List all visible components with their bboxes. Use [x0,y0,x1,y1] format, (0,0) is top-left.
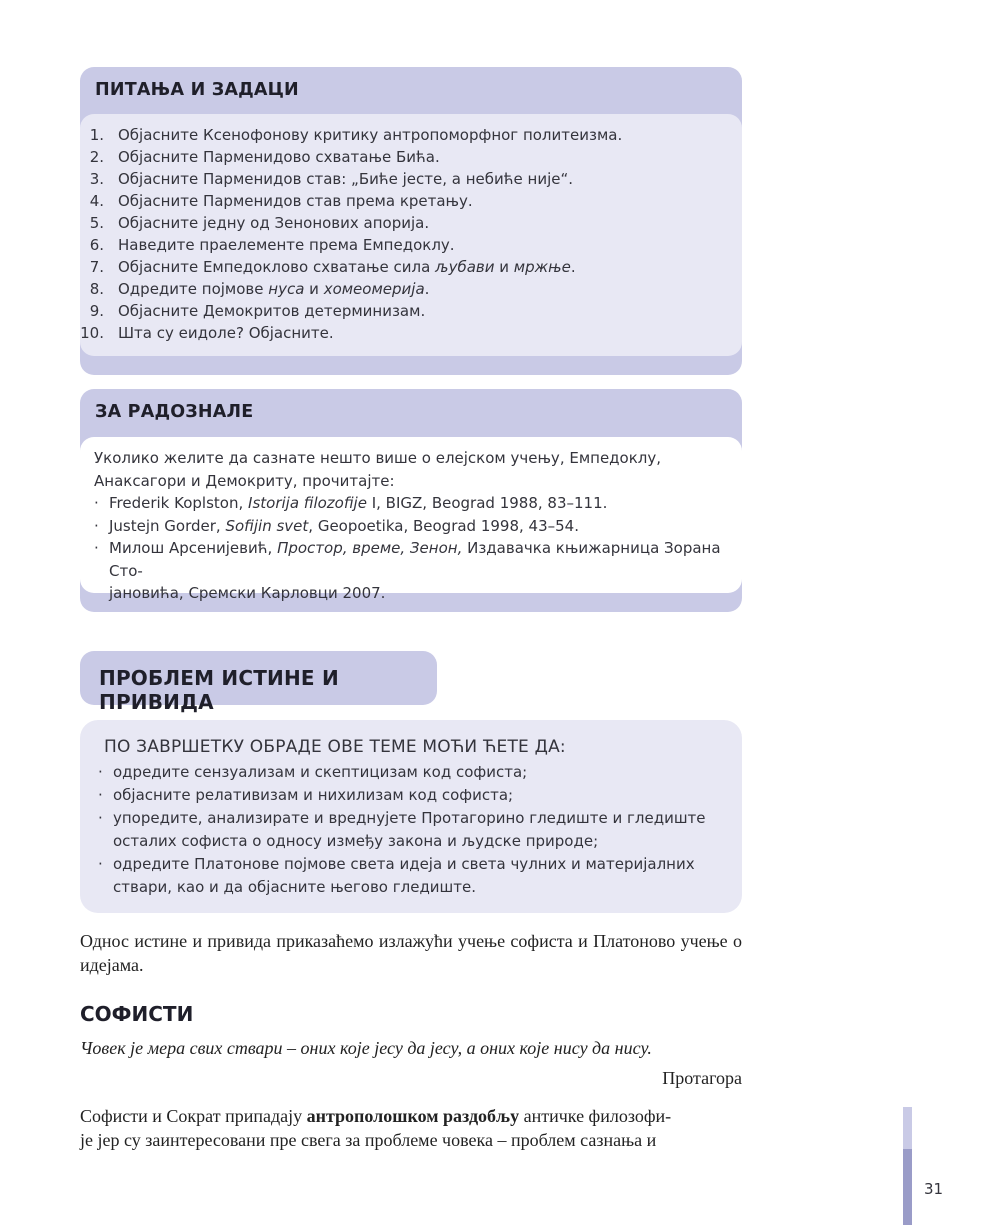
learning-outcomes-box [80,720,742,913]
section-heading: СОФИСТИ [80,1002,194,1026]
question-number: 3. [89,170,104,188]
bullet-icon: · [98,786,103,804]
question-number: 9. [89,302,104,320]
question-number: 5. [89,214,104,232]
topic-title: ПРОБЛЕМ ИСТИНЕ И ПРИВИДА [99,666,339,714]
curious-title: ЗА РАДОЗНАЛЕ [95,402,254,422]
curious-box [80,389,742,612]
bullet-icon: · [98,855,103,873]
bullet-icon: · [94,539,99,557]
reference-list [94,492,732,605]
outcome-item: · објасните релативизам и нихилизам код софиста; [98,784,706,807]
question-item: 8. Одредите појмове нуса и хомеомерија. [80,278,622,300]
outcome-item: · упоредите, анализирате и вреднујете Протагорино гледиште и гледиште осталих софиста о односу између закона и људске природе; [98,809,706,850]
bullet-icon: · [98,809,103,827]
intro-paragraph: Однос истине и привида приказаћемо излажући учење софиста и Платоново учење о идејама. [80,931,742,975]
topic-title-box [80,651,437,714]
question-number: 2. [89,148,104,166]
outcome-item: · одредите сензуализам и скептицизам код софиста; [98,761,706,784]
questions-box [80,67,742,375]
question-number: 7. [89,258,104,276]
body-paragraph: Софисти и Сократ припадају антрополошком раздобљу античке филозофи- је јер су заинтересовани пре свега за проблеме човека – проблем сазнања и [80,1106,672,1150]
reference-item: · Justejn Gorder, Sofijin svet, Geopoetika, Beograd 1998, 43–54. [94,515,732,538]
bullet-icon: · [98,763,103,781]
questions-title: ПИТАЊА И ЗАДАЦИ [95,80,299,100]
outcomes-heading: ПО ЗАВРШЕТКУ ОБРАДЕ ОВЕ ТЕМЕ МОЋИ ЋЕТЕ ДА: [104,737,566,757]
quote-author: Протагора [662,1068,742,1088]
bullet-icon: · [94,516,99,535]
question-item: 2. Објасните Парменидово схватање Бића. [80,146,622,168]
question-number: 4. [89,192,104,210]
question-item: 5. Објасните једну од Зенонових апорија. [80,212,622,234]
question-number: 1. [89,126,104,144]
outcomes-list [98,761,706,899]
page-number: 31 [924,1180,944,1198]
question-item: 7. Објасните Емпедоклово схватање сила љубави и мржње. [80,256,622,278]
question-number: 10. [80,324,104,342]
question-number: 6. [89,236,104,254]
side-bar-light [903,1107,912,1149]
bullet-icon: · [94,494,99,512]
question-item: 6. Наведите праелементе према Емпедоклу. [80,234,622,256]
epigraph-quote: Човек је мера свих ствари – оних које јесу да јесу, а оних које нису да нису. [80,1038,652,1058]
side-bar-dark [903,1149,912,1225]
question-item: 10. Шта су еидоле? Објасните. [80,324,334,342]
question-item: 4. Објасните Парменидов став према кретању. [80,190,622,212]
question-item: 9. Објасните Демокритов детерминизам. [80,300,622,322]
question-number: 8. [89,280,104,298]
reference-item: · Милош Арсенијевић, Простор, време, Зенон, Издавачка књижарница Зорана Сто- јановића, Сремски Карловци 2007. [94,539,721,602]
questions-panel [80,114,742,356]
outcome-item: · одредите Платонове појмове света идеја и света чулних и материјалних ствари, као и да објасните његово гледиште. [98,855,695,896]
curious-panel [80,437,742,602]
reference-item: · Frederik Koplston, Istorija filozofije I, BIGZ, Beograd 1988, 83–111. [94,492,732,515]
questions-list [80,124,622,344]
question-item: 1. Објасните Ксенофонову критику антропоморфног политеизма. [80,124,622,146]
curious-intro: Уколико желите да сазнате нешто више о елејском учењу, Емпедоклу, Анаксагори и Демокриту, прочитајте: [94,449,662,490]
question-item: 3. Објасните Парменидов став: „Биће јесте, а небиће није“. [80,168,622,190]
